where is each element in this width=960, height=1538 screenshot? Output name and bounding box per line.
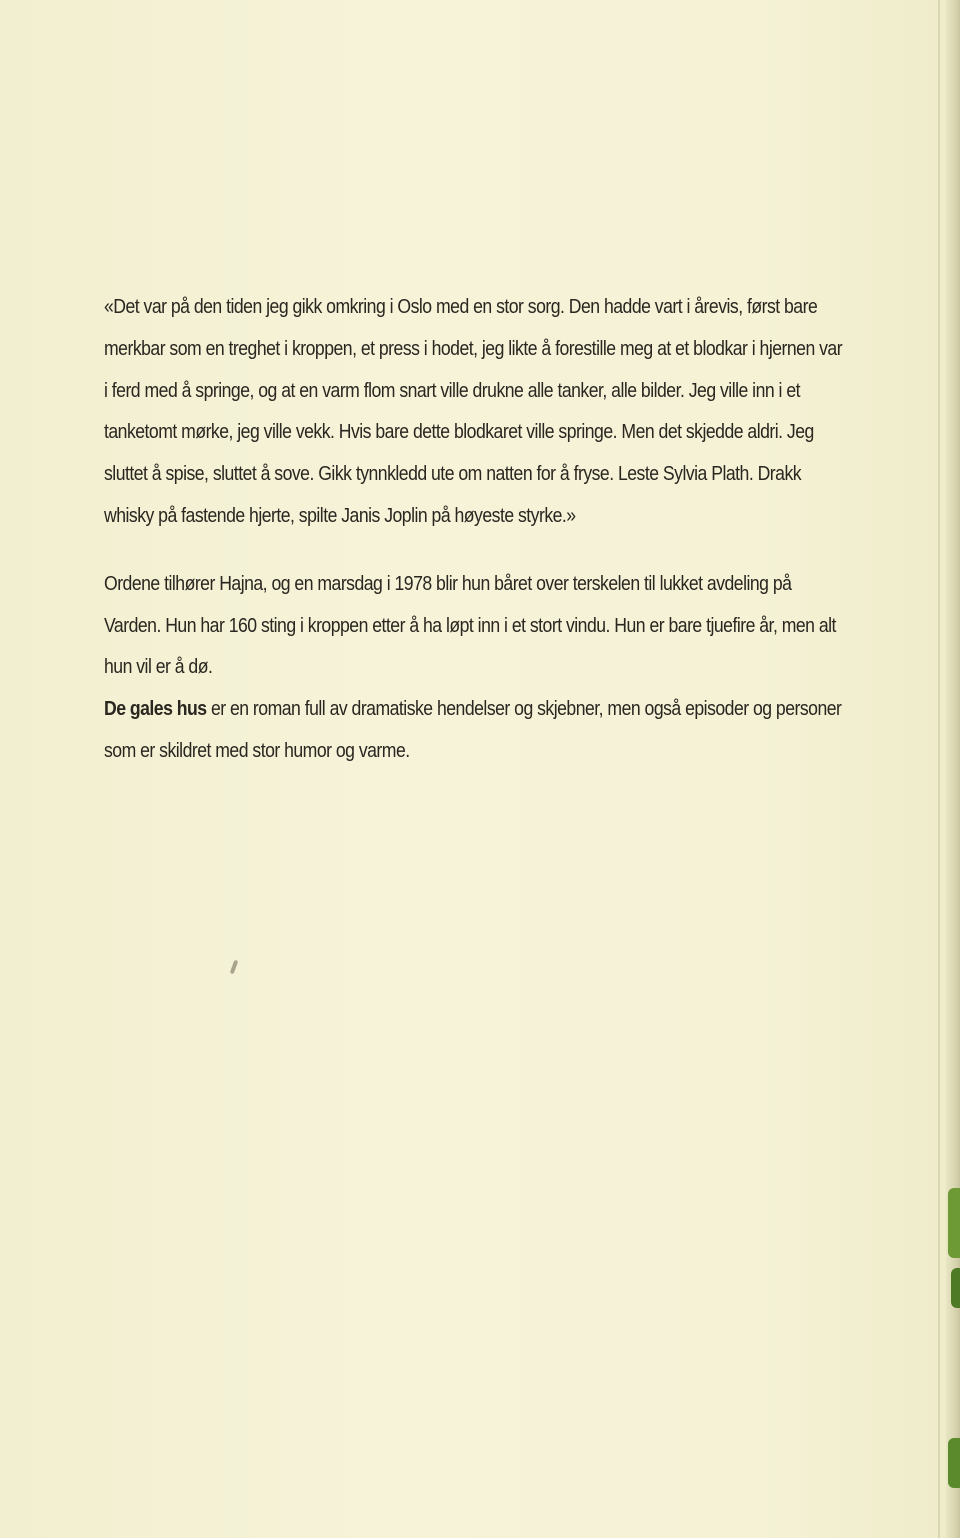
summary-text: er en roman full av dramatiske hendelser og skjebner, men også episoder og personer som er skildret med stor humor og varme. [104, 697, 842, 762]
intro-paragraph: Ordene tilhører Hajna, og en marsdag i 1978 blir hun båret over terskelen til lukket avdeling på Varden. Hun har 160 sting i kroppen etter å ha løpt inn i et stort vindu. Hun er bare tjuefire år, men alt hun vil er å dø. [104, 571, 836, 679]
summary-paragraph [104, 688, 844, 772]
background-leaf [948, 1188, 960, 1258]
cover-fold-line [938, 0, 940, 1538]
background-leaf [951, 1268, 960, 1308]
book-title: De gales hus [104, 697, 207, 721]
background-leaf [948, 1438, 960, 1488]
opening-quote: «Det var på den tiden jeg gikk omkring i Oslo med en stor sorg. Den hadde vart i årevis, først bare merkbar som en treghet i kroppen, et press i hodet, jeg likte å forestille meg at et blodkar i hjernen var i ferd med å springe, og at en varm flom snart ville drukne alle tanker, alle bilder. Jeg ville inn i et tanketomt mørke, jeg ville vekk. Hvis bare dette blodkaret ville springe. Men det skjedde aldri. Jeg sluttet å spise, sluttet å sove. Gikk tynnkledd ute om natten for å fryse. Leste Sylvia Plath. Drakk whisky på fastende hjerte, spilte Janis Joplin på høyeste styrke.» [104, 295, 843, 527]
back-cover-text [104, 286, 844, 772]
